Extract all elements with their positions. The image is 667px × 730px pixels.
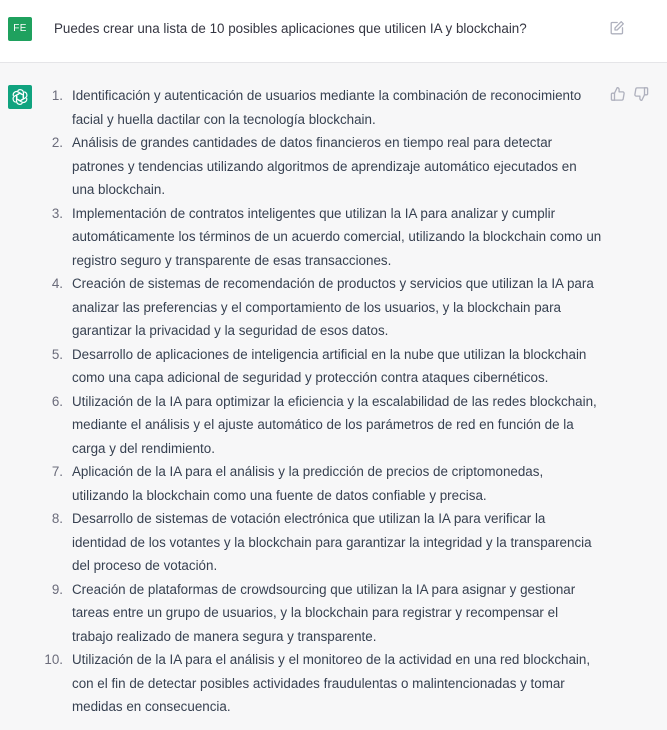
list-item [42, 84, 602, 131]
list-item-text: Utilización de la IA para el análisis y el monitoreo de la actividad en una red blockchain, con el fin de detectar posibles actividades fraudulentas o malintencionadas y tomar medidas en consecuencia. [72, 652, 591, 714]
thumbs-up-icon [610, 86, 626, 102]
answer-list [42, 84, 602, 719]
thumbs-up-button[interactable] [610, 86, 626, 102]
list-item-text: Identificación y autenticación de usuarios mediante la combinación de reconocimiento facial y huella dactilar con la tecnología blockchain. [72, 88, 582, 127]
list-item-number: 2. [51, 135, 63, 150]
list-item-number: 6. [51, 393, 63, 409]
list-item [42, 343, 602, 390]
thumbs-down-button[interactable] [633, 86, 649, 102]
list-item [42, 648, 602, 719]
list-item-text: Aplicación de la IA para el análisis y la predicción de precios de criptomonedas, utilizando la blockchain como una fuente de datos confiable y precisa. [72, 464, 544, 503]
user-message-text: Puedes crear una lista de 10 posibles aplicaciones que utilicen IA y blockchain? [54, 21, 527, 36]
list-item [42, 578, 602, 649]
list-item [42, 507, 602, 578]
list-item-text: Implementación de contratos inteligentes que utilizan la IA para analizar y cumplir automáticamente los términos de un acuerdo comercial, utilizando la blockchain como un registro seguro y transparente de esas transacciones. [72, 205, 602, 268]
list-item-number: 5. [51, 346, 63, 362]
edit-message-button[interactable] [609, 20, 625, 36]
list-item [42, 460, 602, 507]
assistant-avatar [8, 85, 32, 109]
assistant-message [0, 63, 667, 730]
list-item [42, 202, 602, 273]
list-item-number: 8. [51, 511, 63, 526]
list-item [42, 131, 602, 202]
list-item-text: Creación de plataformas de crowdsourcing que utilizan la IA para asignar y gestionar tareas entre un grupo de usuarios, y la blockchain para registrar y recompensar el trabajo realizado de manera segura y transparente. [72, 581, 576, 644]
list-item-number: 10. [44, 652, 63, 667]
list-item-text: Utilización de la IA para optimizar la eficiencia y la escalabilidad de las redes blockchain, mediante el análisis y el ajuste automático de los parámetros de red en función de la carga y del rendimiento. [72, 393, 597, 456]
list-item-text: Desarrollo de sistemas de votación electrónica que utilizan la IA para verificar la identidad de los votantes y la blockchain para garantizar la integridad y la transparencia del proceso de votación. [72, 511, 592, 573]
thumbs-down-icon [633, 86, 649, 102]
list-item-text: Desarrollo de aplicaciones de inteligencia artificial en la nube que utilizan la blockchain como una capa adicional de seguridad y protección contra ataques cibernéticos. [72, 346, 587, 385]
list-item-number: 1. [51, 88, 63, 103]
list-item-number: 4. [51, 276, 63, 291]
user-message [0, 0, 667, 63]
list-item-text: Creación de sistemas de recomendación de productos y servicios que utilizan la IA para analizar las preferencias y el comportamiento de los usuarios, y la blockchain para garantizar la privacidad y la seguridad de esos datos. [72, 276, 594, 338]
list-item-number: 3. [51, 205, 63, 221]
list-item-number: 9. [51, 581, 63, 597]
list-item [42, 272, 602, 343]
list-item-text: Análisis de grandes cantidades de datos financieros en tiempo real para detectar patrones y tendencias utilizando algoritmos de aprendizaje automático ejecutados en una blockchain. [72, 135, 577, 197]
openai-logo-icon [11, 88, 29, 106]
list-item [42, 390, 602, 461]
edit-icon [609, 20, 625, 36]
user-avatar: FE [8, 17, 32, 41]
list-item-number: 7. [51, 464, 63, 479]
